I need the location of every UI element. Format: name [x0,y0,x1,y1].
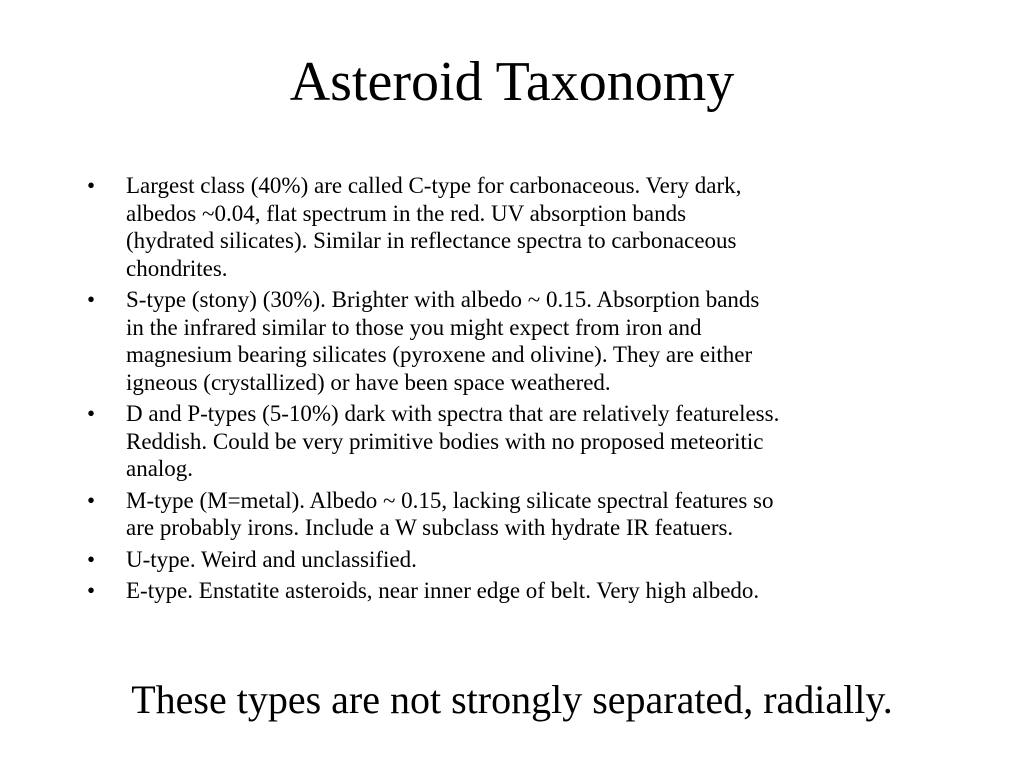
bullet-text-line: igneous (crystallized) or have been space weathered. [126,369,611,395]
bullet-text-line: Reddish. Could be very primitive bodies with no proposed meteoritic [126,428,764,454]
bullet-item [87,400,947,483]
bullet-text-line: are probably irons. Include a W subclass with hydrate IR featuers. [126,515,734,540]
bullet-item [87,546,947,574]
bullet-marker: • [87,578,96,603]
bullet-text-line: chondrites. [126,255,228,281]
bullet-marker: • [87,401,96,426]
bullet-marker: • [87,173,96,198]
bullet-text-line: in the infrared similar to those you might expect from iron and [126,314,702,340]
slide-footer: These types are not strongly separated, radially. [131,677,893,722]
bullet-marker: • [87,487,96,513]
bullet-marker: • [87,546,96,572]
bullet-list [87,172,947,609]
bullet-text-line: S-type (stony) (30%). Brighter with albedo ~ 0.15. Absorption bands [126,287,760,312]
bullet-text-line: E-type. Enstatite asteroids, near inner edge of belt. Very high albedo. [126,578,760,603]
bullet-text-line: U-type. Weird and unclassified. [126,546,417,572]
bullet-marker: • [87,287,96,312]
slide-title: Asteroid Taxonomy [289,51,735,113]
bullet-item [87,286,947,396]
bullet-text-line: analog. [126,456,194,481]
bullet-item [87,577,947,605]
bullet-text-line: D and P-types (5-10%) dark with spectra that are relatively featureless. [126,401,780,426]
bullet-text-line: albedos ~0.04, flat spectrum in the red. UV absorption bands [126,200,687,226]
bullet-item [87,487,947,542]
bullet-text-line: Largest class (40%) are called C-type for carbonaceous. Very dark, [126,173,742,198]
bullet-text-line: M-type (M=metal). Albedo ~ 0.15, lacking silicate spectral features so [126,487,774,513]
bullet-text-line: magnesium bearing silicates (pyroxene and olivine). They are either [126,342,753,367]
bullet-text-line: (hydrated silicates). Similar in reflectance spectra to carbonaceous [126,228,737,253]
bullet-item [87,172,947,282]
